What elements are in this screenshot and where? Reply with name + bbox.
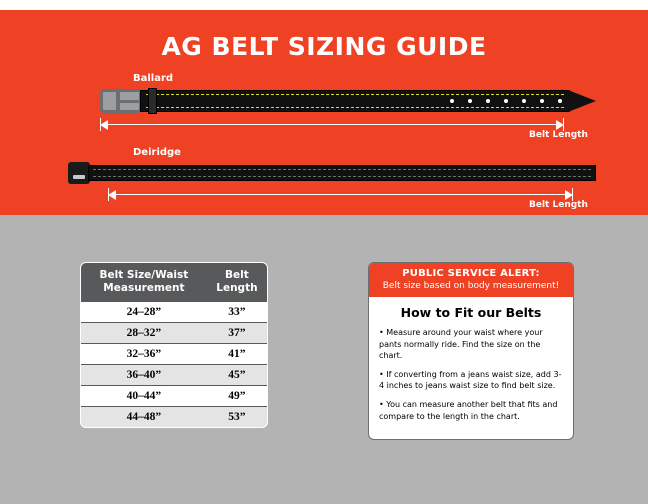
alert-bullet: • If converting from a jeans waist size, add 3-4 inches to jeans waist size to find belt size. (379, 369, 562, 391)
table-row (81, 407, 268, 428)
buckle-icon-ballard (100, 89, 142, 113)
column-header-length: Belt Length (207, 263, 268, 302)
size-chart-table (80, 262, 268, 428)
column-header-waist: Belt Size/Waist Measurement (81, 263, 207, 302)
belt-name-ballard: Ballard (133, 73, 174, 84)
cell-waist: 44–48” (81, 407, 207, 428)
hero-panel (0, 10, 648, 215)
cell-length: 33” (207, 302, 268, 323)
page-title: AG BELT SIZING GUIDE (161, 32, 487, 61)
alert-body (369, 297, 573, 439)
cell-length: 45” (207, 365, 268, 386)
table-row (81, 323, 268, 344)
cell-waist: 36–40” (81, 365, 207, 386)
belt-strap-deiridge (88, 165, 596, 181)
belt-holes (450, 99, 565, 104)
cell-waist: 28–32” (81, 323, 207, 344)
cell-waist: 24–28” (81, 302, 207, 323)
cell-length: 49” (207, 386, 268, 407)
alert-subhead: Belt size based on body measurement! (382, 281, 560, 291)
table-row (81, 344, 268, 365)
cell-length: 53” (207, 407, 268, 428)
cell-waist: 32–36” (81, 344, 207, 365)
belt-illustration-ballard (100, 88, 596, 114)
cell-length: 41” (207, 344, 268, 365)
belt-tip-ballard (568, 90, 596, 112)
belt-name-deiridge: Deiridge (133, 147, 181, 158)
lower-panel (0, 215, 648, 504)
belt-illustration-deiridge (68, 162, 596, 184)
belt-stitching (93, 169, 591, 177)
alert-bullet: • You can measure another belt that fits and compare to the length in the chart. (379, 399, 558, 421)
alert-headline: PUBLIC SERVICE ALERT: (402, 268, 540, 279)
table-row (81, 302, 268, 323)
table-row (81, 365, 268, 386)
measure-line-deiridge (108, 188, 573, 200)
table-row (81, 386, 268, 407)
alert-bullet: • Measure around your waist where your pants normally ride. Find the size on the chart. (379, 328, 543, 361)
cell-length: 37” (207, 323, 268, 344)
measure-line-ballard (100, 118, 564, 130)
measure-label-ballard: Belt Length (529, 130, 588, 140)
alert-header (369, 263, 573, 297)
cell-waist: 40–44” (81, 386, 207, 407)
measure-label-deiridge: Belt Length (529, 200, 588, 210)
table-header-row (81, 263, 268, 302)
alert-title: How to Fit our Belts (400, 305, 542, 320)
public-service-alert-box (368, 262, 574, 440)
buckle-icon-deiridge (68, 162, 90, 184)
belt-keeper-loop (148, 88, 157, 114)
